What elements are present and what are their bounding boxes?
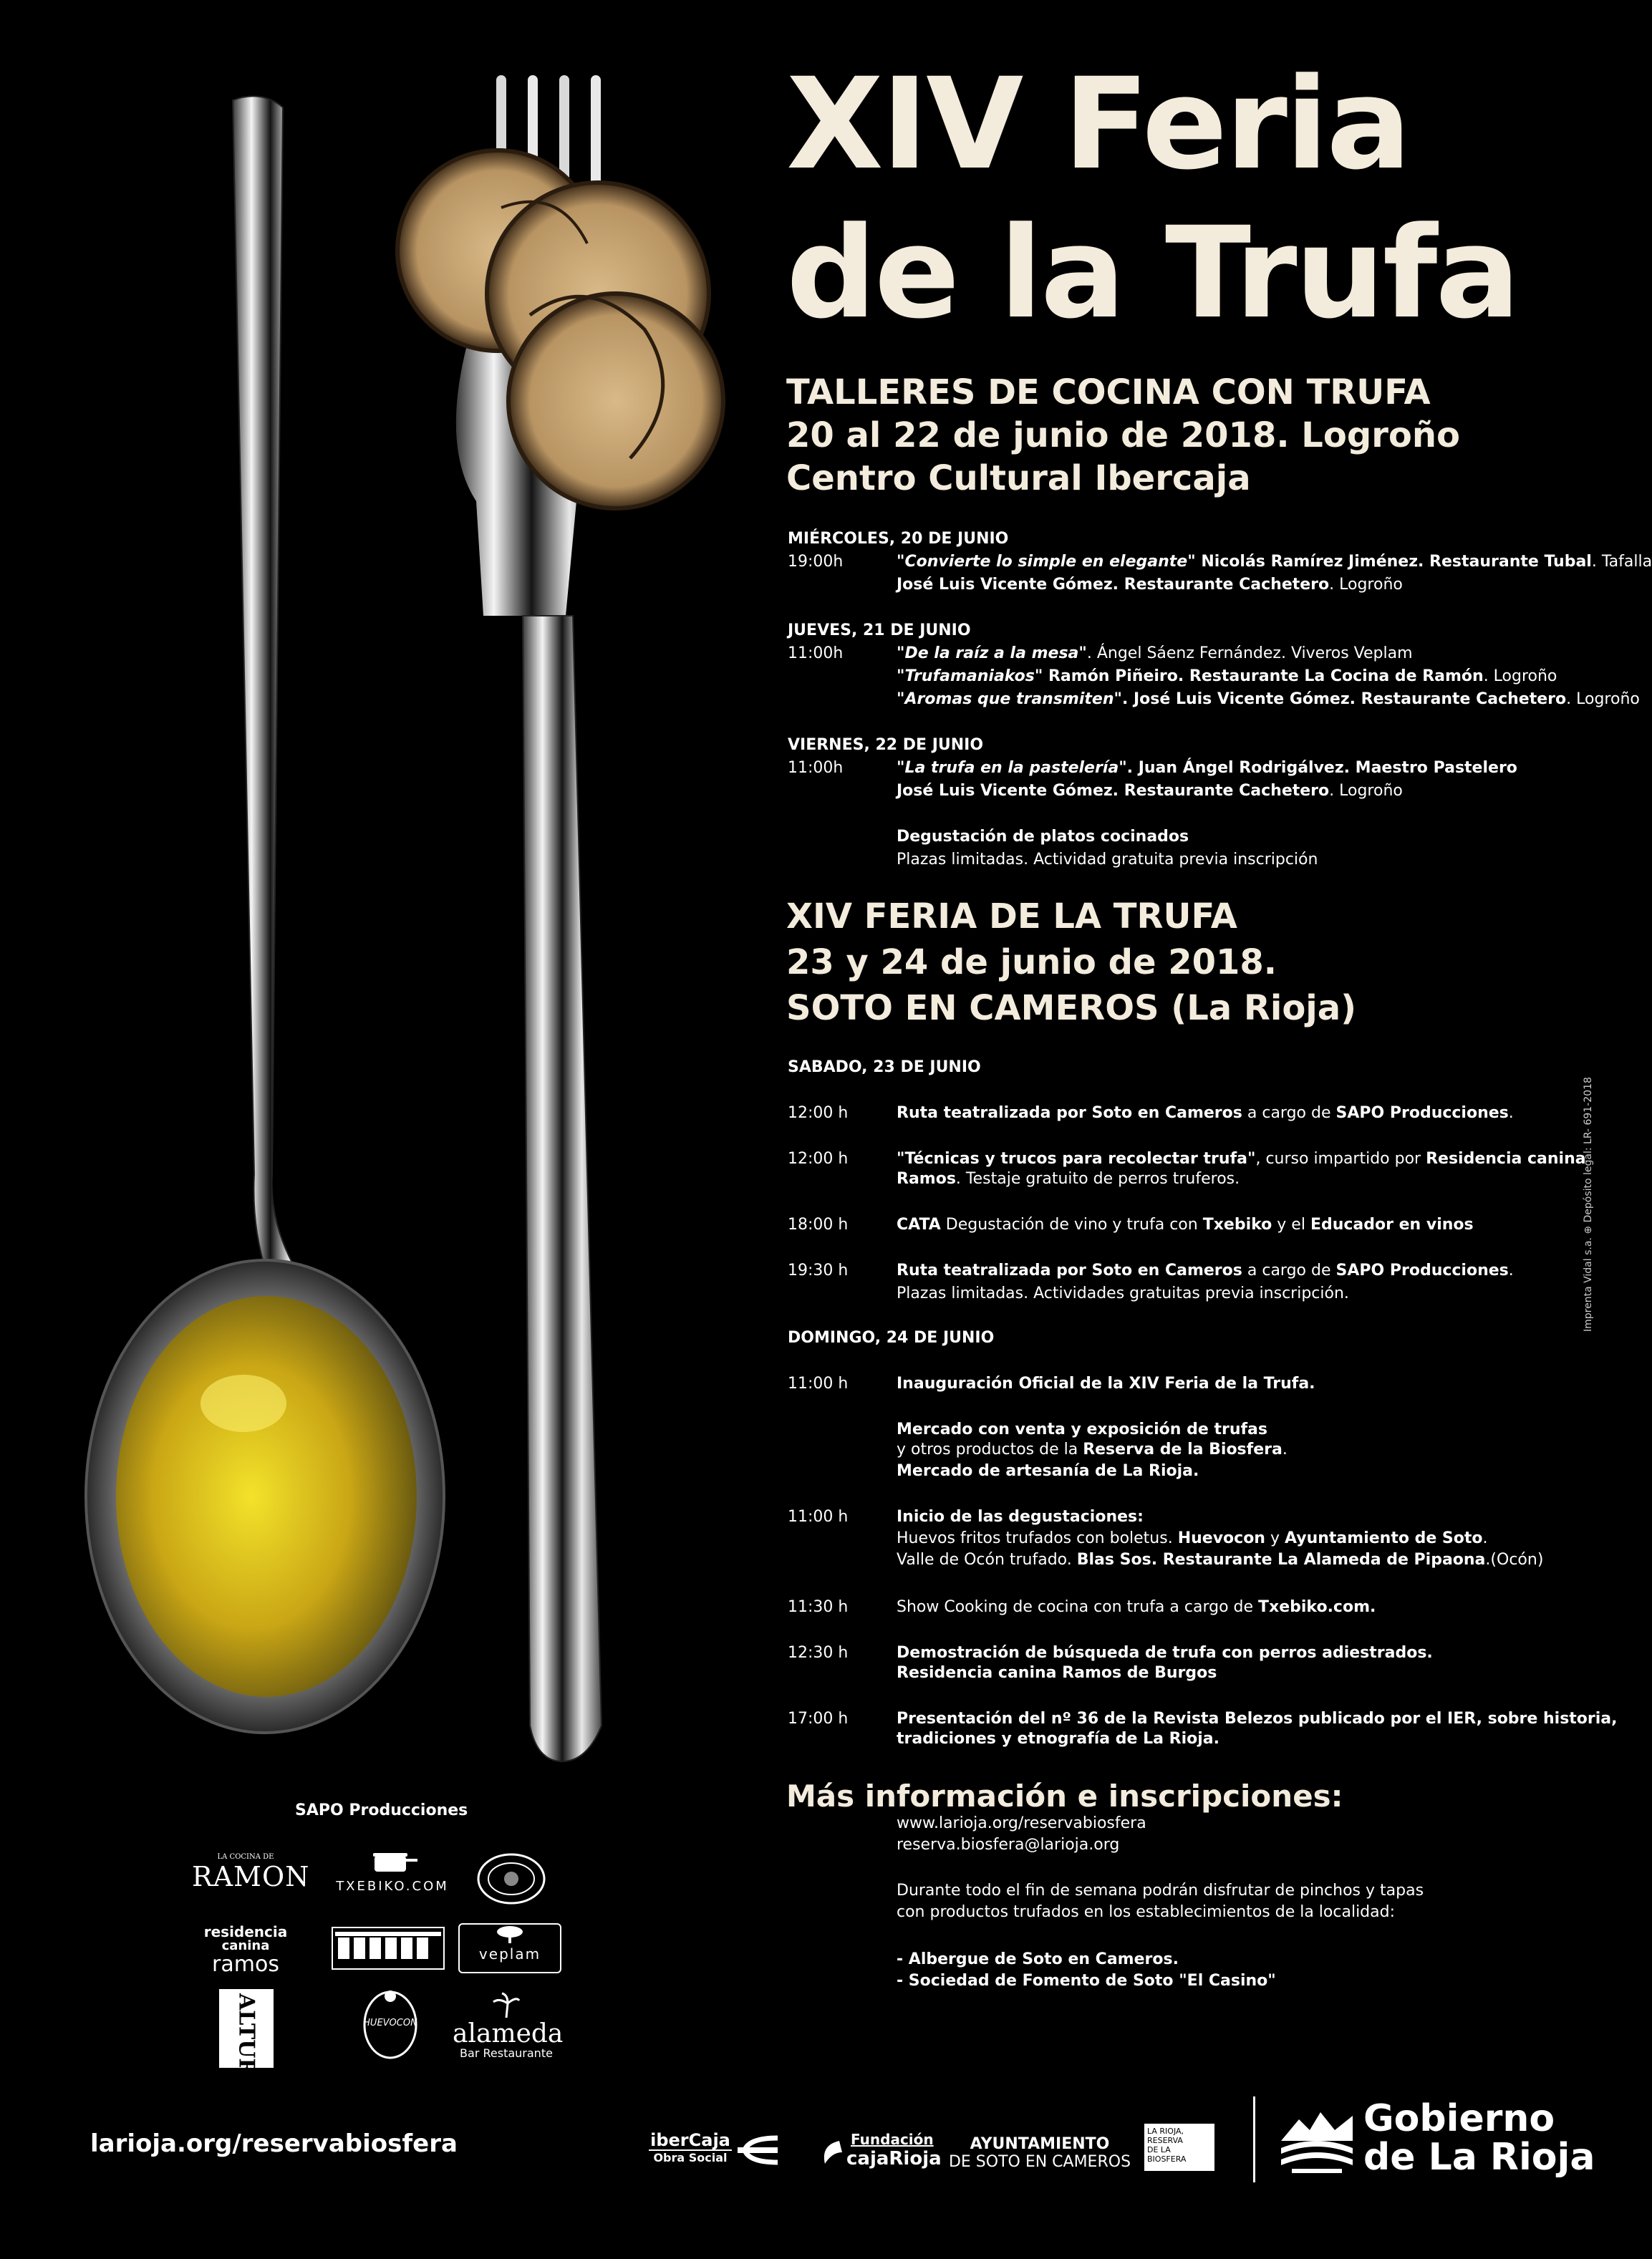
event-text: Ruta teatralizada por Soto en Cameros [897, 1262, 1242, 1280]
event-text: a cargo de [1242, 1104, 1336, 1122]
event-line: Residencia canina Ramos de Burgos [897, 1664, 1217, 1682]
truffle-slices [397, 150, 723, 508]
palm-icon [492, 1993, 521, 2019]
footer-divider [1253, 2096, 1255, 2182]
event-line [897, 1170, 1240, 1188]
pot-icon [367, 1847, 417, 1876]
time-wednesday: 19:00h [788, 553, 844, 571]
event-line [897, 690, 1640, 708]
chef: Ramón Piñeiro. Restaurante La Cocina de Ramón [1043, 667, 1484, 685]
logo-altura [219, 1989, 274, 2093]
event-text: Ayuntamiento de Soto [1285, 1529, 1483, 1547]
restaurante-tubal-logo [331, 1926, 445, 1970]
olive-oil [116, 1296, 417, 1697]
event-line: Presentación del nº 36 de la Revista Belezos publicado por el IER, sobre historia, [897, 1710, 1618, 1728]
event-text: Reserva de la Biosfera [1083, 1441, 1283, 1459]
event-text: Txebiko [1202, 1216, 1272, 1234]
logo-text: DE SOTO EN CAMEROS [948, 2153, 1131, 2171]
event-time: 12:00 h [788, 1150, 849, 1168]
chef: . José Luis Vicente Gómez. Restaurante Cachetero [1121, 690, 1567, 708]
event-text: . [1282, 1441, 1288, 1459]
logo-text: Gobierno [1363, 2097, 1555, 2140]
logo-text: de La Rioja [1363, 2136, 1595, 2179]
logo-ibercaja [649, 2131, 732, 2164]
day-heading-wednesday: MIÉRCOLES, 20 DE JUNIO [788, 530, 1009, 548]
day-heading-saturday: SABADO, 23 DE JUNIO [788, 1058, 981, 1076]
logo-cocina-ramon [192, 1853, 310, 1892]
info-url-link[interactable]: www.larioja.org/reservabiosfera [897, 1814, 1146, 1832]
logo-text: DE LA BIOSFERA [1147, 2145, 1187, 2164]
event-line [897, 1104, 1514, 1122]
cajarioja-symbol-icon [818, 2138, 845, 2167]
event-text: a cargo de [1242, 1262, 1336, 1280]
seal-logo [477, 1853, 546, 1905]
logo-text: Obra Social [649, 2149, 732, 2164]
logo-text: residencia [203, 1923, 288, 1940]
workshop-title: "La trufa en la pastelería" [897, 759, 1127, 777]
event-text: . [1508, 1262, 1514, 1280]
logo-reserva-biosfera [1144, 2124, 1214, 2171]
logo-text: AYUNTAMIENTO [970, 2135, 1110, 2153]
event-line [897, 576, 1403, 594]
event-text: Txebiko.com. [1258, 1598, 1376, 1616]
logo-residencia-ramos [185, 1925, 306, 1976]
workshop-title: "De la raíz a la mesa" [897, 644, 1087, 662]
event-time: 11:00 h [788, 1375, 849, 1393]
event-line: Inicio de las degustaciones: [897, 1508, 1144, 1526]
event-text: Show Cooking de cocina con trufa a cargo de [897, 1598, 1259, 1616]
event-text: Degustación de vino y trufa con [940, 1216, 1203, 1234]
logo-huevocon [351, 1983, 430, 2069]
event-text: "Técnicas y trucos para recolectar trufa" [897, 1150, 1256, 1168]
event-text: . [1508, 1104, 1514, 1122]
event-text: y [1265, 1529, 1285, 1547]
event-text: .(Ocón) [1485, 1551, 1544, 1569]
event-text: y el [1272, 1216, 1310, 1234]
event-line [897, 1216, 1474, 1234]
logo-text: cajaRioja [846, 2148, 942, 2169]
event-line [897, 553, 1652, 571]
event-text: Valle de Ocón trufado. [897, 1551, 1077, 1569]
logo-text: ALTURA [233, 1993, 259, 2093]
place: . Logroño [1329, 576, 1403, 594]
event-text: , curso impartido por [1255, 1150, 1426, 1168]
place: . Tafalla [1591, 553, 1652, 571]
workshop-title: "Convierte lo simple en elegante" [897, 553, 1196, 571]
event-line [897, 1262, 1514, 1280]
event-text: Educador en vinos [1310, 1216, 1474, 1234]
event-text: Ruta teatralizada por Soto en Cameros [897, 1104, 1242, 1122]
event-time: 11:00 h [788, 1508, 849, 1526]
event-line: Plazas limitadas. Actividades gratuitas previa inscripción. [897, 1285, 1349, 1302]
event-line: Mercado de artesanía de La Rioja. [897, 1462, 1199, 1480]
event-line [897, 1551, 1543, 1569]
place: . Logroño [1483, 667, 1557, 685]
event-text: . [1482, 1529, 1488, 1547]
sponsors-heading: SAPO Producciones [295, 1801, 468, 1819]
event-text: CATA [897, 1216, 941, 1234]
event-time: 11:30 h [788, 1598, 849, 1616]
event-text: . Testaje gratuito de perros truferos. [955, 1170, 1240, 1188]
event-line: Demostración de búsqueda de trufa con perros adiestrados. [897, 1644, 1433, 1662]
logo-text: HUEVOCON [363, 2018, 417, 2028]
logo-alameda [453, 1993, 564, 2060]
event-line: tradiciones y etnografía de La Rioja. [897, 1730, 1219, 1748]
event-line [897, 644, 1413, 662]
event-time: 17:00 h [788, 1710, 849, 1728]
event-line [897, 1598, 1376, 1616]
place: . Logroño [1329, 782, 1403, 800]
feria-heading [786, 894, 1356, 1031]
event-text: SAPO Producciones [1335, 1104, 1509, 1122]
talleres-heading-line-1: TALLERES DE COCINA CON TRUFA [786, 372, 1431, 412]
logo-gobierno-rioja [1363, 2099, 1595, 2177]
limited-places-note: Plazas limitadas. Actividad gratuita previa inscripción [897, 851, 1318, 869]
day-heading-sunday: DOMINGO, 24 DE JUNIO [788, 1329, 995, 1347]
event-line: Mercado con venta y exposición de trufas [897, 1421, 1267, 1438]
talleres-heading-line-2: 20 al 22 de junio de 2018. Logroño [786, 415, 1461, 455]
logo-text: alameda [453, 2019, 564, 2048]
logo-text: TXEBIKO.COM [336, 1879, 449, 1894]
event-text: Residencia canina [1426, 1150, 1586, 1168]
ibercaja-symbol-icon [735, 2132, 795, 2168]
logo-text: veplam [478, 1945, 541, 1963]
tasting-note: Degustación de platos cocinados [897, 828, 1189, 846]
talleres-heading [786, 371, 1460, 500]
event-time: 12:00 h [788, 1104, 849, 1122]
logo-text: RAMON [192, 1861, 310, 1892]
info-email-link[interactable]: reserva.biosfera@larioja.org [897, 1836, 1120, 1854]
workshop-title: "Trufamaniakos" [897, 667, 1043, 685]
gobierno-rioja-emblem-icon [1277, 2098, 1356, 2177]
event-line [897, 1150, 1586, 1168]
event-time: 19:30 h [788, 1262, 849, 1280]
event-line [897, 1441, 1288, 1459]
logo-veplam [458, 1923, 561, 1973]
logo-text: RESERVA [1147, 2136, 1183, 2145]
event-line [897, 667, 1557, 685]
info-paragraph-line-1: Durante todo el fin de semana podrán disfrutar de pinchos y tapas [897, 1882, 1424, 1900]
logo-text: Bar Restaurante [460, 2046, 553, 2060]
title-line-2: de la Trufa [786, 200, 1519, 347]
spoon [86, 96, 444, 1733]
spoon-fork-illustration [72, 57, 773, 1776]
poster-title [786, 50, 1518, 348]
event-line [897, 782, 1403, 800]
event-text: SAPO Producciones [1335, 1262, 1509, 1280]
chef: Nicolás Ramírez Jiménez. Restaurante Tubal [1195, 553, 1592, 571]
day-heading-friday: VIERNES, 22 DE JUNIO [788, 736, 984, 754]
logo-text: Fundación [851, 2131, 934, 2148]
event-text: Huevos fritos trufados con boletus. [897, 1529, 1178, 1547]
event-text: Huevocon [1177, 1529, 1265, 1547]
chef: José Luis Vicente Gómez. Restaurante Cachetero [897, 576, 1330, 594]
chef: . Juan Ángel Rodrigálvez. Maestro Pastelero [1126, 759, 1517, 777]
place: . Logroño [1566, 690, 1640, 708]
event-time: 12:30 h [788, 1644, 849, 1662]
event-text: Ramos [897, 1170, 956, 1188]
logo-text: iberCaja [650, 2130, 730, 2150]
day-heading-thursday: JUEVES, 21 DE JUNIO [788, 621, 971, 639]
feria-heading-line-3: SOTO EN CAMEROS (La Rioja) [786, 988, 1357, 1028]
logo-text: LA COCINA DE [217, 1853, 274, 1861]
info-heading: Más información e inscripciones: [786, 1779, 1343, 1814]
time-thursday: 11:00h [788, 644, 844, 662]
event-line: Inauguración Oficial de la XIV Feria de la Trufa. [897, 1375, 1315, 1393]
logo-txebiko [335, 1847, 450, 1894]
venue-list-item: - Albergue de Soto en Cameros. [897, 1950, 1179, 1968]
logo-ayuntamiento-soto [947, 2135, 1133, 2171]
event-time: 18:00 h [788, 1216, 849, 1234]
time-friday: 11:00h [788, 759, 844, 777]
tree-icon [496, 1925, 524, 1943]
event-text: y otros productos de la [897, 1441, 1083, 1459]
info-paragraph-line-2: con productos trufados en los establecimientos de la localidad: [897, 1903, 1396, 1921]
title-line-1: XIV Feria [786, 51, 1410, 198]
feria-heading-line-2: 23 y 24 de junio de 2018. [786, 942, 1277, 982]
chef: José Luis Vicente Gómez. Restaurante Cachetero [897, 782, 1330, 800]
workshop-title: "Aromas que transmiten" [897, 690, 1122, 708]
venue-list-item: - Sociedad de Fomento de Soto "El Casino" [897, 1972, 1276, 1990]
logo-text: ramos [212, 1952, 279, 1977]
event-line [897, 759, 1517, 777]
chef: . Ángel Sáenz Fernández. Viveros Veplam [1086, 644, 1413, 662]
footer-url-link[interactable]: larioja.org/reservabiosfera [90, 2129, 458, 2158]
event-line [897, 1529, 1488, 1547]
logo-text: LA RIOJA, [1147, 2127, 1184, 2136]
logo-text: canina [221, 1938, 270, 1953]
event-text: Blas Sos. Restaurante La Alameda de Pipaona [1076, 1551, 1486, 1569]
talleres-heading-line-3: Centro Cultural Ibercaja [786, 458, 1251, 498]
imprint-note: Imprenta Vidal s.a. ⊕ Depósito legal: LR- 691-2018 [1583, 1077, 1594, 1332]
feria-heading-line-1: XIV FERIA DE LA TRUFA [786, 896, 1237, 937]
